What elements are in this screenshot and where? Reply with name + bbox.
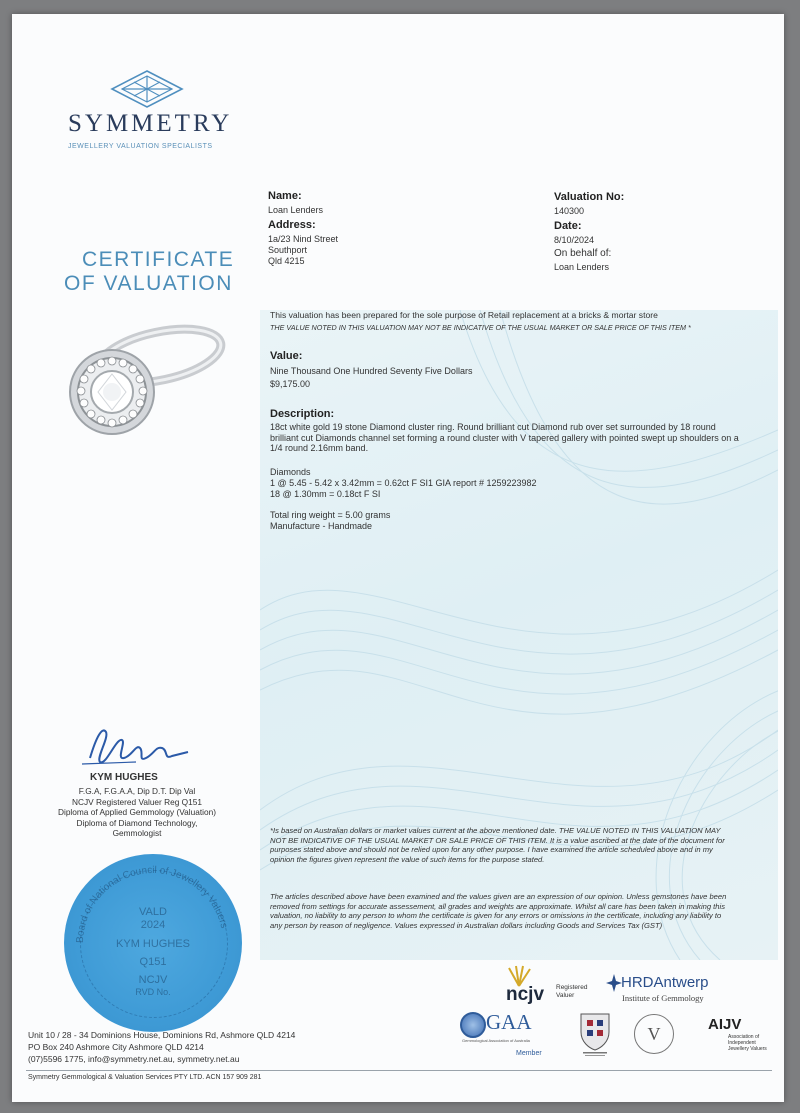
diamond-ring-image bbox=[40, 304, 240, 454]
certificate-title-line1: CERTIFICATE bbox=[82, 248, 235, 271]
description-text: 18ct white gold 19 stone Diamond cluster ring. Round brilliant cut Diamond rub over set surrounded by 18 round brilliant cut Diamonds channel set forming a round cluster with V tapered gallery with pointed swept up shoulders on a 1/4 round 2.16mm band. bbox=[270, 422, 739, 453]
gaa-globe-icon bbox=[460, 1012, 486, 1038]
diamond-line: 18 @ 1.30mm = 0.18ct F SI bbox=[270, 489, 381, 499]
gaa-logo bbox=[460, 1012, 560, 1062]
valuation-number-label: Valuation No: bbox=[554, 191, 625, 203]
address-line: Qld 4215 bbox=[268, 256, 305, 266]
brand-name: SYMMETRY bbox=[68, 110, 233, 137]
aijv-subtitle: Jewellery Valuers bbox=[728, 1046, 767, 1052]
brand-tagline: JEWELLERY VALUATION SPECIALISTS bbox=[68, 143, 213, 150]
valuer-v-badge-icon: V bbox=[634, 1014, 674, 1054]
value-in-words: Nine Thousand One Hundred Seventy Five Dollars bbox=[270, 366, 473, 376]
certificate-page bbox=[12, 14, 784, 1102]
ncjv-logo bbox=[506, 964, 606, 1008]
gaa-subtitle: Gemmological Association of Australia bbox=[462, 1038, 530, 1043]
seal-text: 2024 bbox=[140, 919, 166, 931]
seal-text: VALD bbox=[139, 906, 167, 918]
value-label: Value: bbox=[270, 350, 303, 362]
contact-phone-email: (07)5596 1775, info@symmetry.net.au, symmetry.net.au bbox=[28, 1054, 240, 1064]
valuer-credentials bbox=[22, 786, 252, 839]
company-registration: Symmetry Gemmological & Valuation Services PTY LTD. ACN 157 909 281 bbox=[28, 1074, 262, 1081]
manufacture: Manufacture - Handmade bbox=[270, 521, 373, 531]
value-amount: $9,175.00 bbox=[270, 379, 311, 389]
market-value-disclaimer: THE VALUE NOTED IN THIS VALUATION MAY NOT BE INDICATIVE OF THE USUAL MARKET OR SALE PRICE OF THIS ITEM * bbox=[270, 323, 691, 332]
contact-address: Unit 10 / 28 - 34 Dominions House, Dominions Rd, Ashmore QLD 4214 bbox=[28, 1030, 296, 1040]
client-name: Loan Lenders bbox=[268, 205, 324, 215]
footer-divider bbox=[26, 1070, 772, 1071]
ncjv-wordmark: ncjv bbox=[506, 984, 545, 1005]
seal-text: RVD No. bbox=[135, 987, 171, 997]
address-line: 1a/23 Nind Street bbox=[268, 234, 339, 244]
hrd-star-icon bbox=[606, 974, 622, 992]
credential-line: Diploma of Applied Gemmology (Valuation) bbox=[57, 807, 217, 817]
ncjv-subtitle: Registered bbox=[556, 984, 588, 991]
date-label: Date: bbox=[554, 220, 582, 232]
valuation-number: 140300 bbox=[554, 206, 585, 216]
aijv-subtitle: Independent bbox=[728, 1040, 756, 1046]
valuation-note: *Is based on Australian dollars or market values current at the above mentioned date. THE VALUE NOTED IN THIS VALUATION MAY NOT BE INDICATIVE OF THE USUAL MARKET OR SALE PRICE OF THIS ITEM. It is a value ascribed at the date of the document for purposes stated above and should not be relied upon for any other purpose. I have examined the article scheduled above and in my opinion the figures given represent the value of such items for the purpose stated. bbox=[270, 826, 725, 864]
ring-weight: Total ring weight = 5.00 grams bbox=[270, 510, 391, 520]
svg-text:Board of National Council of J: Board of National Council of Jewellery Valuers bbox=[74, 864, 230, 944]
hrd-antwerp-logo bbox=[606, 974, 736, 1010]
certificate-title-line2: OF VALUATION bbox=[64, 272, 233, 295]
seal-text: Q151 bbox=[139, 956, 167, 968]
hrd-wordmark: HRDAntwerp bbox=[621, 974, 709, 991]
ncjv-valuer-seal bbox=[64, 854, 242, 1032]
diamond-line: 1 @ 5.45 - 5.42 x 3.42mm = 0.62ct F SI1 GIA report # 1259223982 bbox=[270, 478, 537, 488]
symmetry-diamond-logo-icon bbox=[110, 69, 184, 109]
address-label: Address: bbox=[268, 219, 316, 231]
gaa-wordmark: GAA bbox=[486, 1010, 532, 1034]
diamonds-label: Diamonds bbox=[270, 467, 311, 477]
on-behalf-label: On behalf of: bbox=[554, 248, 612, 259]
description-label: Description: bbox=[270, 408, 335, 420]
gaa-member: Member bbox=[516, 1050, 542, 1057]
address-line: Southport bbox=[268, 245, 308, 255]
contact-po-box: PO Box 240 Ashmore City Ashmore QLD 4214 bbox=[28, 1042, 204, 1052]
aijv-subtitle: Association of bbox=[728, 1034, 760, 1040]
valuer-name: KYM HUGHES bbox=[90, 772, 158, 783]
credential-line: F.G.A, F.G.A.A, Dip D.T. Dip Val bbox=[78, 786, 196, 796]
aijv-logo bbox=[708, 1016, 768, 1060]
credential-line: Diploma of Diamond Technology, bbox=[76, 817, 198, 828]
on-behalf-value: Loan Lenders bbox=[554, 262, 610, 272]
valuation-purpose: This valuation has been prepared for the sole purpose of Retail replacement at a bricks & mortar store bbox=[270, 310, 658, 320]
crest-shield-icon bbox=[577, 1010, 613, 1058]
valuer-signature bbox=[76, 718, 196, 770]
credential-line: Gemmologist bbox=[112, 828, 162, 838]
valuation-date: 8/10/2024 bbox=[554, 235, 595, 245]
aijv-wordmark: AIJV bbox=[708, 1016, 742, 1033]
ncjv-subtitle: Valuer bbox=[556, 992, 575, 999]
seal-text: NCJV bbox=[138, 974, 168, 986]
credential-line: NCJV Registered Valuer Reg Q151 bbox=[72, 796, 202, 807]
name-label: Name: bbox=[268, 190, 302, 202]
hrd-subtitle: Institute of Gemmology bbox=[622, 993, 704, 1003]
seal-text: KYM HUGHES bbox=[116, 938, 190, 950]
liability-note: The articles described above have been examined and the values given are an expression of our opinion. Unless gemstones have been removed from settings for accurate assessement, all grades and weights are approximate. Whilst all care has been taken in making this valuation, no liability to any person to whom the certificate is given for any errors or omissions in the certificate, including any liability to any person by reason of negligence. Values expressed in Australian dollars including Goods and Services Tax (GST) bbox=[270, 892, 727, 930]
